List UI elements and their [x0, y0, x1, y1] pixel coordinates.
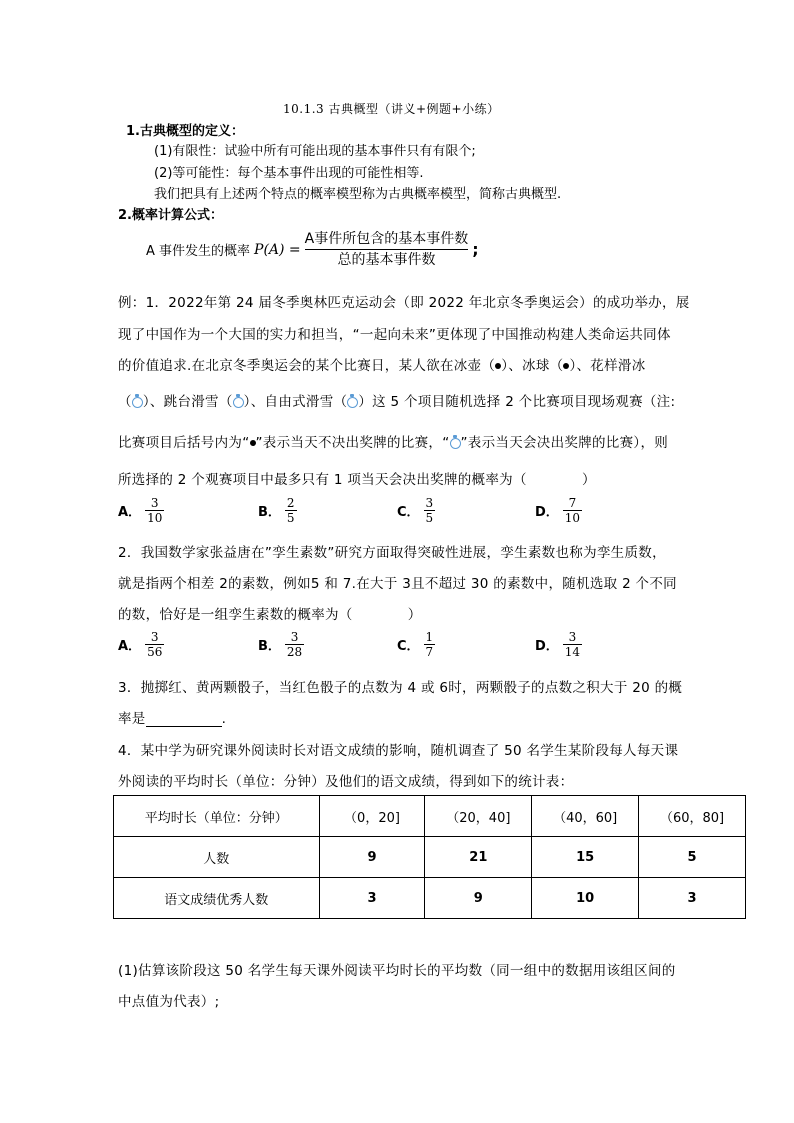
formula-numerator: A事件所包含的基本事件数	[304, 231, 469, 247]
q1-option-d[interactable]: D． $\frac{7}{10}$	[535, 496, 581, 525]
option-fraction: $\frac{2}{5}$	[286, 496, 295, 525]
formula-suffix: ;	[472, 240, 479, 259]
q4-sub1-line-2: 中点值为代表）;	[118, 994, 220, 1010]
table-cell: 5	[639, 837, 746, 878]
page-title: 10.1.3 古典概型（讲义+例题+小练）	[283, 102, 500, 116]
q4-line-2: 外阅读的平均时长（单位：分钟）及他们的语文成绩，得到如下的统计表：	[118, 774, 574, 790]
table-header-cell: （0，20]	[319, 796, 425, 837]
definition-item-1: (1)有限性：试验中所有可能出现的基本事件只有有限个;	[154, 144, 476, 159]
table-cell: 3	[639, 878, 746, 919]
q2-option-d[interactable]: D． $\frac{3}{14}$	[535, 630, 581, 659]
definition-item-2: (2)等可能性：每个基本事件出现的可能性相等.	[154, 166, 424, 181]
formula-fraction	[305, 229, 469, 270]
definition-summary: 我们把具有上述两个特点的概率模型称为古典概率模型，简称古典概型.	[154, 187, 562, 202]
option-fraction: $\frac{3}{14}$	[564, 630, 581, 659]
q1-line-2: 现了中国作为一个大国的实力和担当，“一起向未来”更体现了中国推动构建人类命运共同体	[118, 327, 671, 343]
q2-option-b[interactable]: B． $\frac{3}{28}$	[258, 630, 303, 659]
table-row	[114, 878, 746, 919]
table-cell: 9	[425, 878, 532, 919]
formula-lhs: P(A) =	[254, 241, 301, 258]
option-fraction: $\frac{7}{10}$	[564, 496, 581, 525]
table-header-row	[114, 796, 746, 837]
q1-line-3: 的价值追求.在北京冬季奥运会的某个比赛日，某人欲在冰壶（ ）、冰球（ ）、花样滑冰	[118, 358, 646, 374]
table-header-cell: （20，40]	[425, 796, 532, 837]
table-cell: 9	[319, 837, 425, 878]
option-fraction: $\frac{3}{5}$	[425, 496, 434, 525]
q1-option-a[interactable]: A． $\frac{3}{10}$	[118, 496, 163, 525]
medal-ring-icon	[450, 438, 461, 449]
table-row-label: 语文成绩优秀人数	[114, 878, 320, 919]
q1-option-c[interactable]: C． $\frac{3}{5}$	[397, 496, 434, 525]
q1-options	[118, 496, 638, 532]
section1-heading: 1.古典概型的定义：	[126, 124, 244, 139]
medal-ring-icon	[132, 397, 143, 408]
answer-blank[interactable]	[146, 712, 222, 727]
formula-prefix: A 事件发生的概率	[146, 244, 251, 259]
table-cell: 21	[425, 837, 532, 878]
table-row-label: 人数	[114, 837, 320, 878]
formula-denominator: 总的基本事件数	[337, 252, 436, 268]
option-fraction: $\frac{3}{28}$	[286, 630, 303, 659]
table-cell: 15	[532, 837, 639, 878]
table-row	[114, 837, 746, 878]
q2-line-2: 就是指两个相差 2的素数，例如5 和 7.在大于 3且不超过 30 的素数中，随机选取 2 个不同	[118, 576, 677, 592]
q1-line-1: 例：1．2022年第 24 届冬季奥林匹克运动会（即 2022 年北京冬季奥运会）的成功举办，展	[118, 295, 690, 311]
table-cell: 10	[532, 878, 639, 919]
option-fraction: $\frac{3}{56}$	[147, 630, 163, 659]
table-cell: 3	[319, 878, 425, 919]
q3-line-2: 率是 .	[118, 711, 227, 727]
reading-stats-table	[113, 795, 746, 919]
q2-options	[118, 630, 638, 666]
q1-line-5: 比赛项目后括号内为“ ”表示当天不决出奖牌的比赛，“ ”表示当天会决出奖牌的比赛），则	[118, 435, 669, 451]
q4-line-1: 4．某中学为研究课外阅读时长对语文成绩的影响，随机调查了 50 名学生某阶段每人每天课	[118, 743, 679, 759]
option-fraction: $\frac{3}{10}$	[147, 496, 163, 525]
q2-option-a[interactable]: A． $\frac{3}{56}$	[118, 630, 163, 659]
table-header-cell: 平均时长（单位：分钟）	[114, 796, 320, 837]
q2-option-c[interactable]: C． $\frac{1}{7}$	[397, 630, 434, 659]
section2-heading: 2.概率计算公式：	[118, 208, 223, 223]
medal-ring-icon	[233, 397, 244, 408]
table-header-cell: （60，80]	[639, 796, 746, 837]
medal-ring-icon	[347, 397, 358, 408]
table-header-cell: （40，60]	[532, 796, 639, 837]
option-fraction: $\frac{1}{7}$	[425, 630, 434, 659]
q1-option-b[interactable]: B． $\frac{2}{5}$	[258, 496, 295, 525]
q1-line-6: 所选择的 2 个观赛项目中最多只有 1 项当天会决出奖牌的概率为（ ）	[118, 472, 596, 488]
q2-line-1: 2．我国数学家张益唐在”孪生素数”研究方面取得突破性进展，孪生素数也称为孪生质数，	[118, 545, 666, 561]
q2-line-3: 的数，恰好是一组孪生素数的概率为（ ）	[118, 607, 422, 623]
q4-sub1-line-1: (1)估算该阶段这 50 名学生每天课外阅读平均时长的平均数（同一组中的数据用该组区间的	[118, 963, 676, 979]
probability-formula	[146, 229, 479, 270]
q1-line-4: （ ）、跳台滑雪（ ）、自由式滑雪（ ）这 5 个项目随机选择 2 个比赛项目现场观赛（注:	[118, 394, 676, 410]
q3-line-1: 3．抛掷红、黄两颗骰子，当红色骰子的点数为 4 或 6时，两颗骰子的点数之积大于 20 的概	[118, 680, 683, 696]
